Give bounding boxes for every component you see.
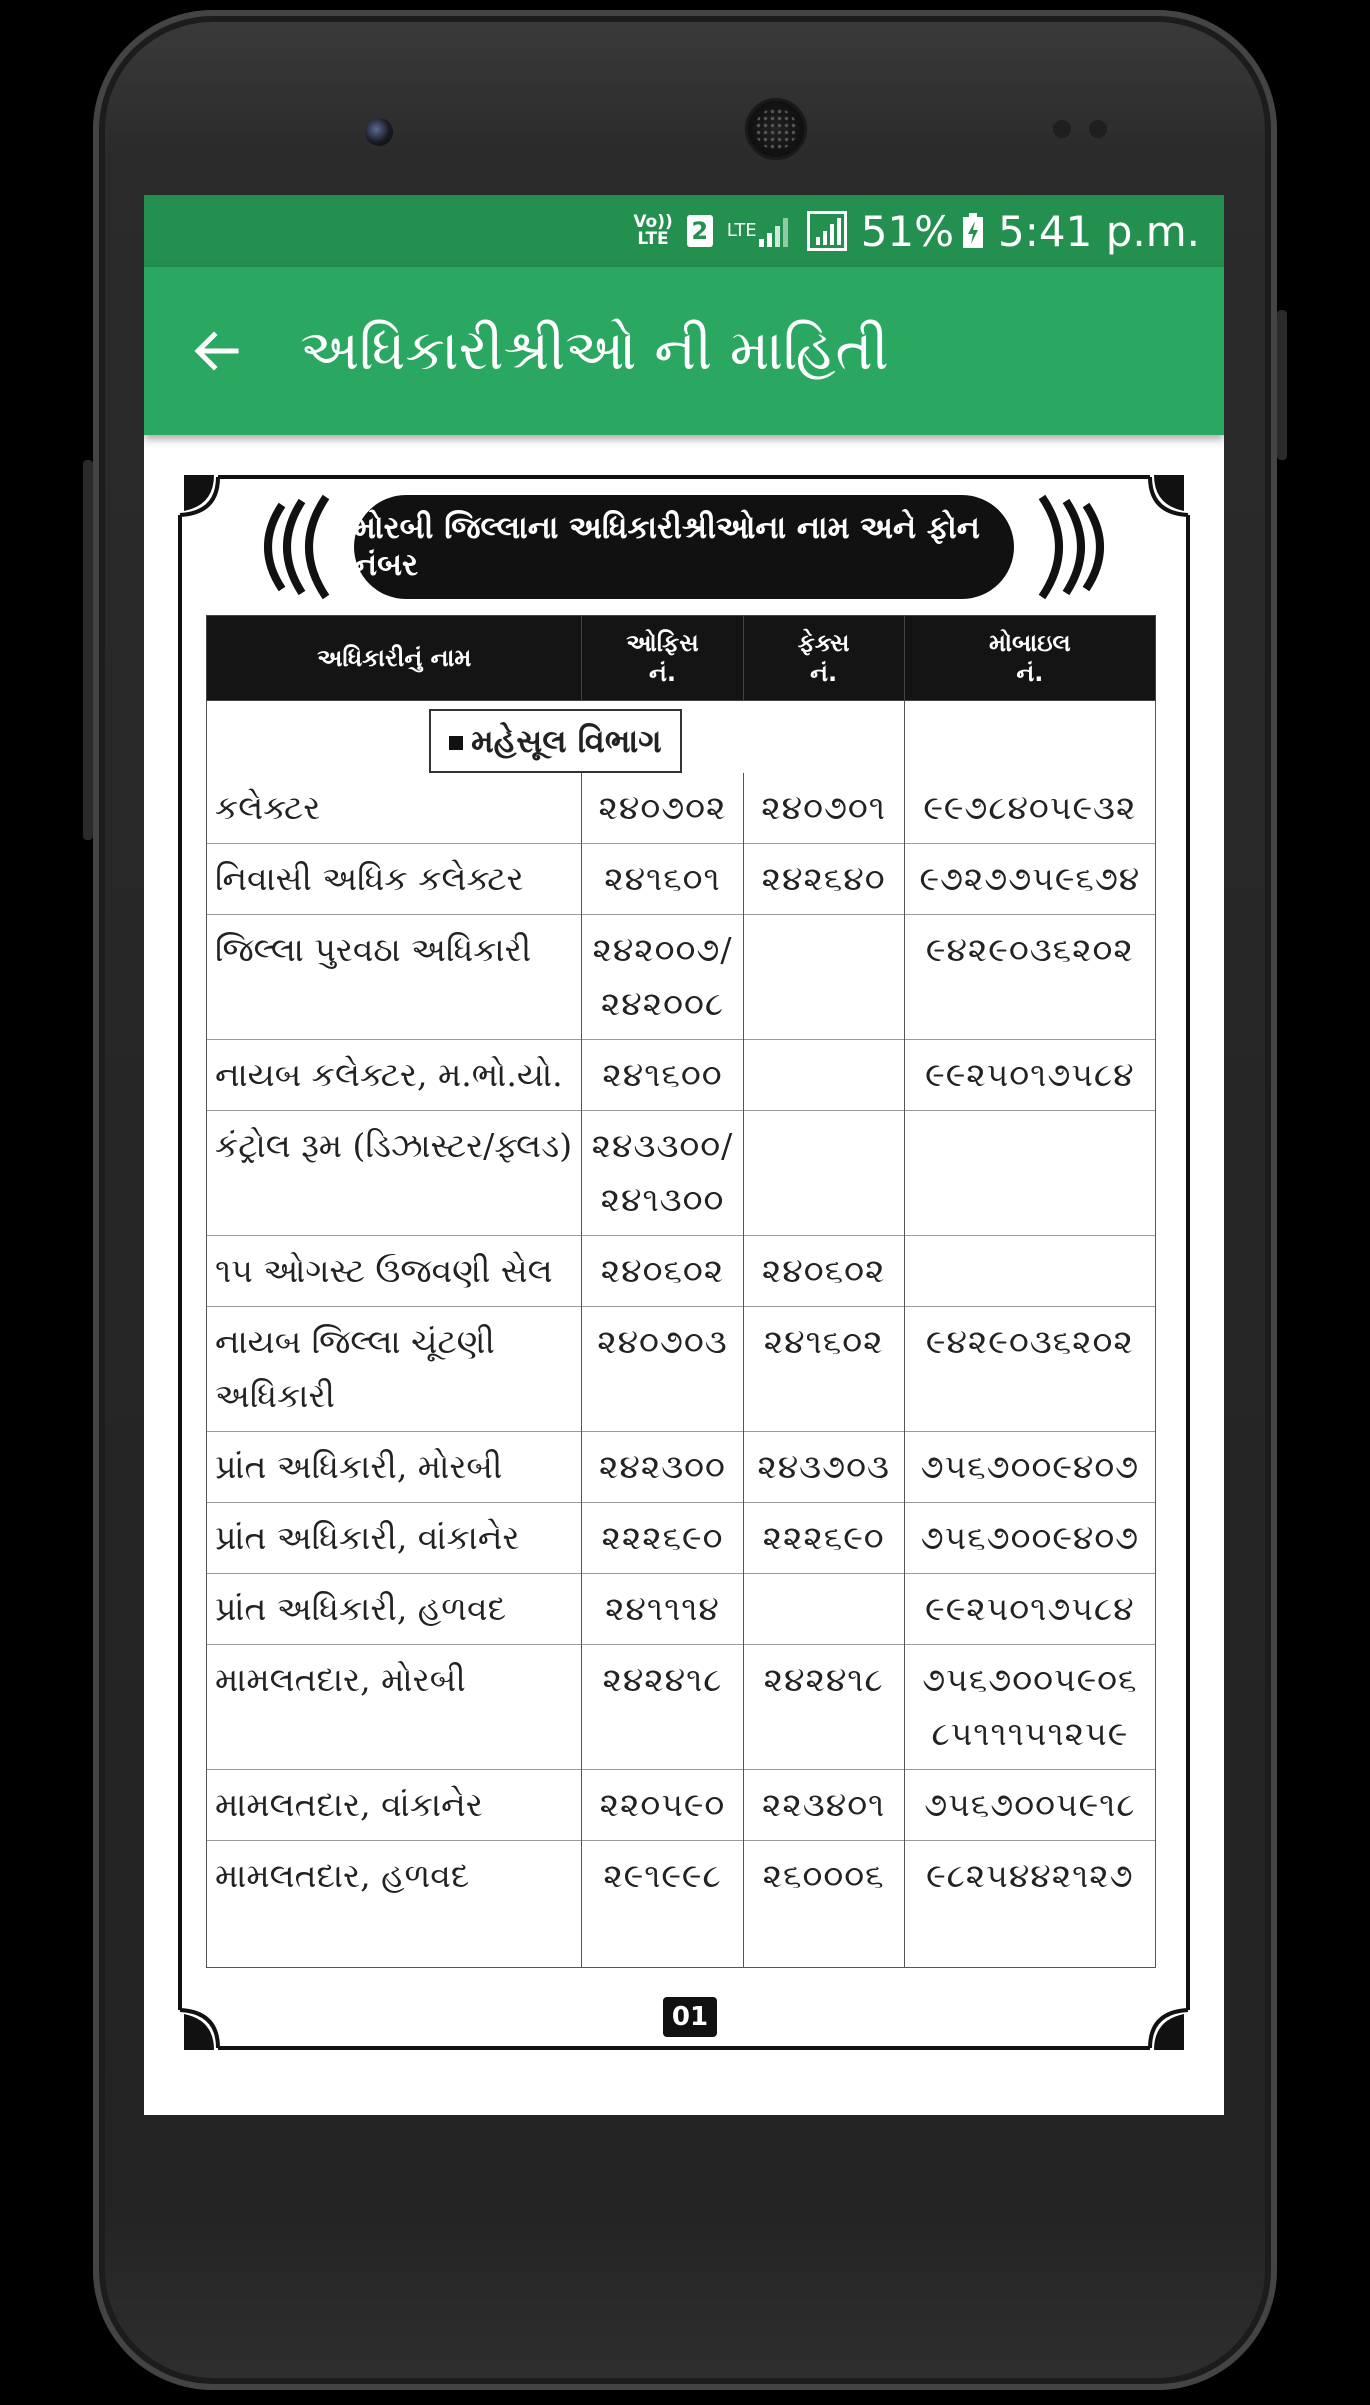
- fax-number-cell: [743, 1574, 904, 1645]
- phone-screen: [144, 195, 1224, 2115]
- fax-number-cell: ૨૪૦૭૦૧: [743, 773, 904, 844]
- office-number-cell: ૨૪૦૬૦૨: [582, 1236, 743, 1307]
- officer-name-cell: નાયબ જિલ્લા ચૂંટણી અધિકારી: [207, 1307, 582, 1432]
- section-heading-label: મહેસૂલ વિભાગ: [471, 722, 662, 760]
- mobile-number-cell: ૯૪૨૯૦૩૬૨૦૨: [904, 1307, 1155, 1432]
- fax-number-cell: ૨૪૧૬૦૨: [743, 1307, 904, 1432]
- proximity-sensor-icon: [1053, 120, 1071, 138]
- sim-slot-icon: 2: [687, 215, 713, 247]
- section-heading: [429, 709, 682, 773]
- table-row: [207, 1432, 1156, 1503]
- fax-number-cell: ૨૨૩૪૦૧: [743, 1770, 904, 1841]
- document-banner-title: મોરબી જિલ્લાના અધિકારીશ્રીઓના નામ અને ફોન નંબર: [354, 495, 1014, 599]
- fax-number-cell: ૨૪૨૪૧૮: [743, 1645, 904, 1770]
- table-row: [207, 1236, 1156, 1307]
- fax-number-cell: ૨૪૩૭૦૩: [743, 1432, 904, 1503]
- office-number-cell: ૨૨૦૫૯૦: [582, 1770, 743, 1841]
- section-cell-empty: [904, 701, 1155, 774]
- page-number-badge: 01: [663, 1997, 717, 2037]
- volte-icon: Vo)) LTE: [633, 212, 673, 249]
- app-bar: [144, 267, 1224, 435]
- office-number-cell: ૨૯૧૯૯૮: [582, 1841, 743, 1968]
- header-office-number: ઓફિસ નં.: [582, 616, 743, 701]
- table-row: [207, 1645, 1156, 1770]
- network-type-label: LTE: [726, 220, 757, 241]
- office-number-cell: ૨૪૨૦૦૭/ ૨૪૨૦૦૮: [582, 915, 743, 1040]
- back-arrow-icon[interactable]: [188, 323, 244, 379]
- officer-name-cell: મામલતદાર, વાંકાનેર: [207, 1770, 582, 1841]
- fax-number-cell: ૨૨૨૬૯૦: [743, 1503, 904, 1574]
- officer-directory-image: [178, 475, 1190, 2050]
- battery-charging-icon: [962, 213, 984, 249]
- officer-name-cell: ૧૫ ઓગસ્ટ ઉજવણી સેલ: [207, 1236, 582, 1307]
- table-row: [207, 1503, 1156, 1574]
- officer-contacts-table: [206, 615, 1156, 1968]
- mobile-number-cell: ૭૫૬૭૦૦૯૪૦૭: [904, 1432, 1155, 1503]
- fax-number-cell: ૨૬૦૦૦૬: [743, 1841, 904, 1968]
- table-row: [207, 773, 1156, 844]
- officer-name-cell: પ્રાંત અધિકારી, વાંકાનેર: [207, 1503, 582, 1574]
- officer-name-cell: જિલ્લા પુરવઠા અધિકારી: [207, 915, 582, 1040]
- phone-side-button: [83, 460, 93, 840]
- officer-name-cell: નાયબ કલેક્ટર, મ.ભો.યો.: [207, 1040, 582, 1111]
- office-number-cell: ૨૪૨૪૧૮: [582, 1645, 743, 1770]
- table-row: [207, 1574, 1156, 1645]
- mobile-number-cell: ૯૪૨૯૦૩૬૨૦૨: [904, 915, 1155, 1040]
- fax-number-cell: ૨૪૨૬૪૦: [743, 844, 904, 915]
- front-camera-icon: [365, 118, 393, 146]
- officer-name-cell: પ્રાંત અધિકારી, હળવદ: [207, 1574, 582, 1645]
- table-row: [207, 1841, 1156, 1968]
- header-fax-number: ફેક્સ નં.: [743, 616, 904, 701]
- signal-bars-icon: [757, 213, 793, 249]
- page-title: અધિકારીશ્રીઓ ની માહિતી: [300, 318, 889, 383]
- mobile-number-cell: ૯૯૭૮૪૦૫૯૩૨: [904, 773, 1155, 844]
- officer-name-cell: કલેક્ટર: [207, 773, 582, 844]
- officer-name-cell: પ્રાંત અધિકારી, મોરબી: [207, 1432, 582, 1503]
- officer-name-cell: મામલતદાર, હળવદ: [207, 1841, 582, 1968]
- office-number-cell: ૨૪૧૬૦૦: [582, 1040, 743, 1111]
- signal-strength-icon: [807, 211, 847, 251]
- mobile-number-cell: [904, 1111, 1155, 1236]
- officer-name-cell: મામલતદાર, મોરબી: [207, 1645, 582, 1770]
- mobile-number-cell: ૭૫૬૭૦૦૫૯૦૬ ૮૫૧૧૧૫૧૨૫૯: [904, 1645, 1155, 1770]
- section-row: [207, 701, 1156, 774]
- square-bullet-icon: [449, 736, 463, 750]
- fax-number-cell: [743, 1040, 904, 1111]
- mobile-number-cell: ૭૫૬૭૦૦૫૯૧૮: [904, 1770, 1155, 1841]
- table-header-row: [207, 616, 1156, 701]
- table-row: [207, 844, 1156, 915]
- table-row: [207, 1040, 1156, 1111]
- table-row: [207, 915, 1156, 1040]
- officer-name-cell: કંટ્રોલ રૂમ (ડિઝાસ્ટર/ફ્લડ): [207, 1111, 582, 1236]
- header-officer-name: અધિકારીનું નામ: [207, 616, 582, 701]
- fax-number-cell: [743, 915, 904, 1040]
- table-row: [207, 1111, 1156, 1236]
- office-number-cell: ૨૪૧૬૦૧: [582, 844, 743, 915]
- table-row: [207, 1770, 1156, 1841]
- earpiece-speaker-icon: [745, 98, 807, 160]
- mobile-number-cell: ૯૭૨૭૭૫૯૬૭૪: [904, 844, 1155, 915]
- fax-number-cell: ૨૪૦૬૦૨: [743, 1236, 904, 1307]
- phone-side-button: [1277, 310, 1287, 460]
- lte-signal-icon: [727, 213, 793, 249]
- mobile-number-cell: ૯૮૨૫૪૪૨૧૨૭: [904, 1841, 1155, 1968]
- clock: 5:41 p.m.: [998, 206, 1200, 256]
- mobile-number-cell: ૯૯૨૫૦૧૭૫૮૪: [904, 1040, 1155, 1111]
- status-bar: [144, 195, 1224, 267]
- mobile-number-cell: ૯૯૨૫૦૧૭૫૮૪: [904, 1574, 1155, 1645]
- officer-name-cell: નિવાસી અધિક કલેક્ટર: [207, 844, 582, 915]
- mobile-number-cell: ૭૫૬૭૦૦૯૪૦૭: [904, 1503, 1155, 1574]
- light-sensor-icon: [1089, 120, 1107, 138]
- office-number-cell: ૨૨૨૬૯૦: [582, 1503, 743, 1574]
- section-cell: [207, 701, 905, 774]
- fax-number-cell: [743, 1111, 904, 1236]
- mobile-number-cell: [904, 1236, 1155, 1307]
- battery-percent: 51%: [860, 206, 955, 256]
- header-mobile-number: મોબાઇલ નં.: [904, 616, 1155, 701]
- office-number-cell: ૨૪૦૭૦૩: [582, 1307, 743, 1432]
- table-row: [207, 1307, 1156, 1432]
- office-number-cell: ૨૪૧૧૧૪: [582, 1574, 743, 1645]
- office-number-cell: ૨૪૦૭૦૨: [582, 773, 743, 844]
- office-number-cell: ૨૪૩૩૦૦/ ૨૪૧૩૦૦: [582, 1111, 743, 1236]
- office-number-cell: ૨૪૨૩૦૦: [582, 1432, 743, 1503]
